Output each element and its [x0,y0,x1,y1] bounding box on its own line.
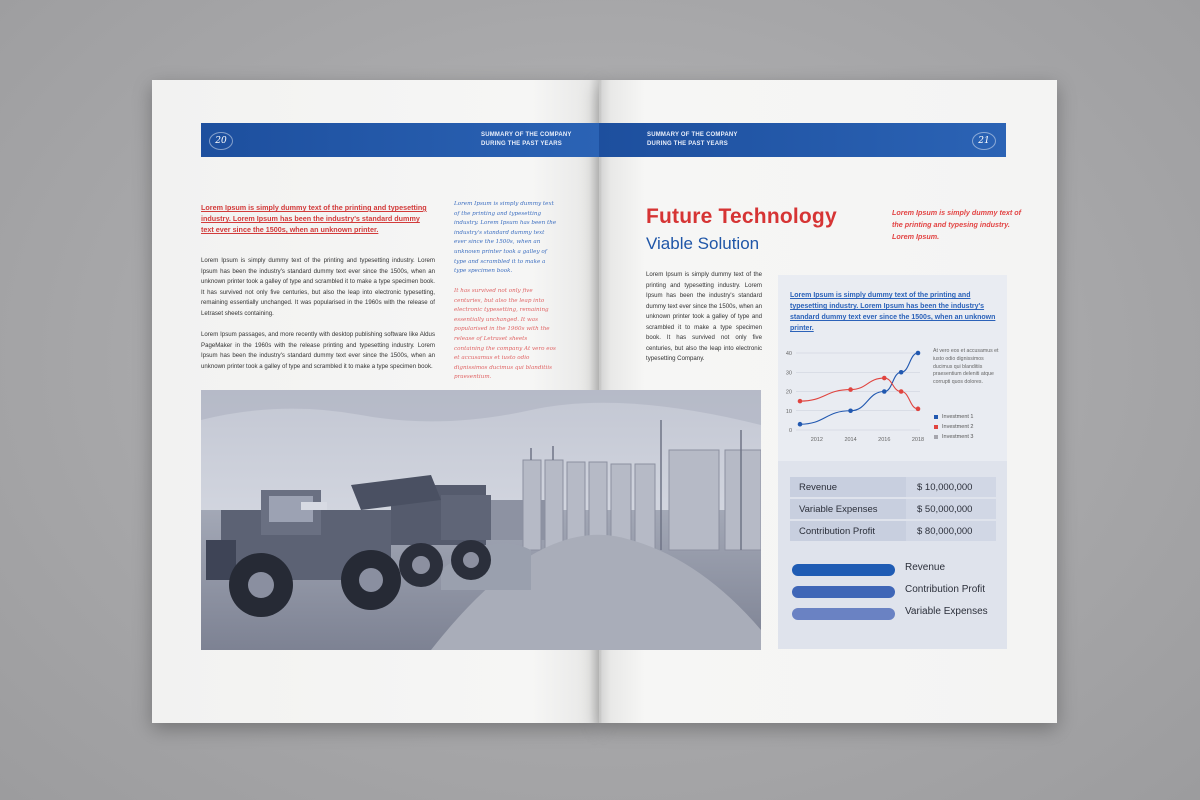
right-header-line1: SUMMARY OF THE COMPANY [647,132,738,138]
side-note: Lorem Ipsum is simply dummy text of the printing and typesing industry. Lorem Ipsum. [892,208,1022,241]
table-cell-label: Revenue [790,477,906,497]
page-subtitle: Viable Solution [646,234,760,253]
y-tick-label: 40 [785,351,792,357]
right-header-line2: DURING THE PAST YEARS [647,141,728,147]
right-header-bar [599,123,1006,157]
left-header-line2: DURING THE PAST YEARS [481,141,562,147]
legend-investment-1 [934,414,974,420]
legend-swatch [934,435,938,439]
statistics-panel [778,275,1007,649]
legend-investment-2 [934,424,974,430]
panel-lead-text: Lorem Ipsum is simply dummy text of the printing and typesetting industry. Lorem Ipsum has been the industry's standard dummy text ever since the 1500s, when an unknown printer. [790,292,996,332]
legend-label: Investment 2 [942,424,974,430]
left-body-paragraph-1: Lorem Ipsum is simply dummy text of the printing and typesetting industry. Lorem Ipsum has been the industry's standard dummy text ever since the 1500s, when an unknown printer took a galley of type and scrambled it to make a type specimen book. It has survived not only five centuries, but also the leap into electronic typesetting, remaining essentially unchanged. It was popularised in the 1960s with the release of Letraset sheets containing. [201,257,435,317]
x-tick-label: 2014 [844,437,857,443]
financial-table [790,475,996,543]
construction-photo-illustration [201,390,761,650]
variable-expenses-bar [792,608,895,620]
table-cell-label: Variable Expenses [790,499,906,519]
left-italic-blue-text: Lorem Ipsum is simply dummy text of the printing and typesetting industry. Lorem Ipsum has been the industry's standard dummy text ever since the 1500s, when an unknown printer took a galley of type and scrambled it to make a type specimen book. [454,201,557,275]
revenue-bar [792,564,895,576]
chart-note: At vero eos et accusamus et iusto odio dignissimos ducimus qui blanditiis praesentium deleniti atque corrupti quos dolores. [933,348,999,386]
y-tick-label: 20 [785,389,792,396]
table-cell-value: $ 80,000,000 [906,521,996,541]
revenue-bar-label: Revenue [905,562,946,573]
data-point [882,376,887,381]
page-title: Future Technology [646,205,837,228]
left-header-title [481,131,572,149]
right-page-number: 21 [972,132,996,150]
y-tick-label: 30 [785,370,792,377]
variable-expenses-bar-label: Variable Expenses [905,606,988,617]
table-cell-label: Contribution Profit [790,521,906,541]
x-tick-label: 2012 [810,437,823,443]
legend-label: Investment 3 [942,434,974,440]
right-header-title [647,131,738,149]
data-point [848,408,853,413]
left-header-line1: SUMMARY OF THE COMPANY [481,132,572,138]
x-tick-label: 2016 [878,437,891,443]
legend-swatch [934,415,938,419]
table-row [790,499,996,519]
left-lead-text: Lorem Ipsum is simply dummy text of the printing and typesetting industry. Lorem Ipsum has been the industry's standard dummy text ever since the 1500s, when an unknown printer. [201,203,427,234]
left-header-bar [201,123,599,157]
legend-label: Investment 1 [942,414,974,420]
left-italic-red-text: It has survived not only five centuries, but also the leap into electronic typesetting, remaining essentially unchanged. It was popularised in the 1960s with the release of Letraset sheets containing the company At vero eos et accusamus et iusto odio dignissimos ducimus qui blanditiis praesentium. [454,288,556,381]
right-body-paragraph: Lorem Ipsum is simply dummy text of the printing and typesetting industry. Lorem Ipsum has been the industry's standard dummy text ever since the 1500s, when an unknown printer took a galley of type and scrambled it to make a type specimen book. It has survived not only five centuries, but also the leap into electronic typesetting Company. [646,271,762,362]
legend-swatch [934,425,938,429]
y-tick-label: 10 [785,408,792,415]
data-point [882,389,887,394]
construction-photo [201,390,761,650]
data-point [848,387,853,392]
left-body-paragraph-2: Lorem Ipsum passages, and more recently with desktop publishing software like Aldus PageMaker in the 1960s with the release printing and typesetting industry. Lorem Ipsum has been the industry's standard dummy text ever since the 1500s, when an unknown printer took a galley of type and scrambled it to make a type specimen book. [201,331,435,370]
data-point [798,399,803,404]
legend-investment-3 [934,434,974,440]
contribution-profit-bar [792,586,895,598]
data-point [916,351,921,356]
x-tick-label: 2018 [911,437,925,443]
table-row [790,521,996,541]
data-point [899,389,904,394]
data-point [798,422,803,427]
contribution-profit-bar-label: Contribution Profit [905,584,986,595]
data-point [916,407,921,412]
table-cell-value: $ 50,000,000 [906,499,996,519]
table-row [790,477,996,497]
y-tick-label: 0 [788,428,792,434]
left-page-number: 20 [209,132,233,150]
table-cell-value: $ 10,000,000 [906,477,996,497]
data-point [899,370,904,375]
